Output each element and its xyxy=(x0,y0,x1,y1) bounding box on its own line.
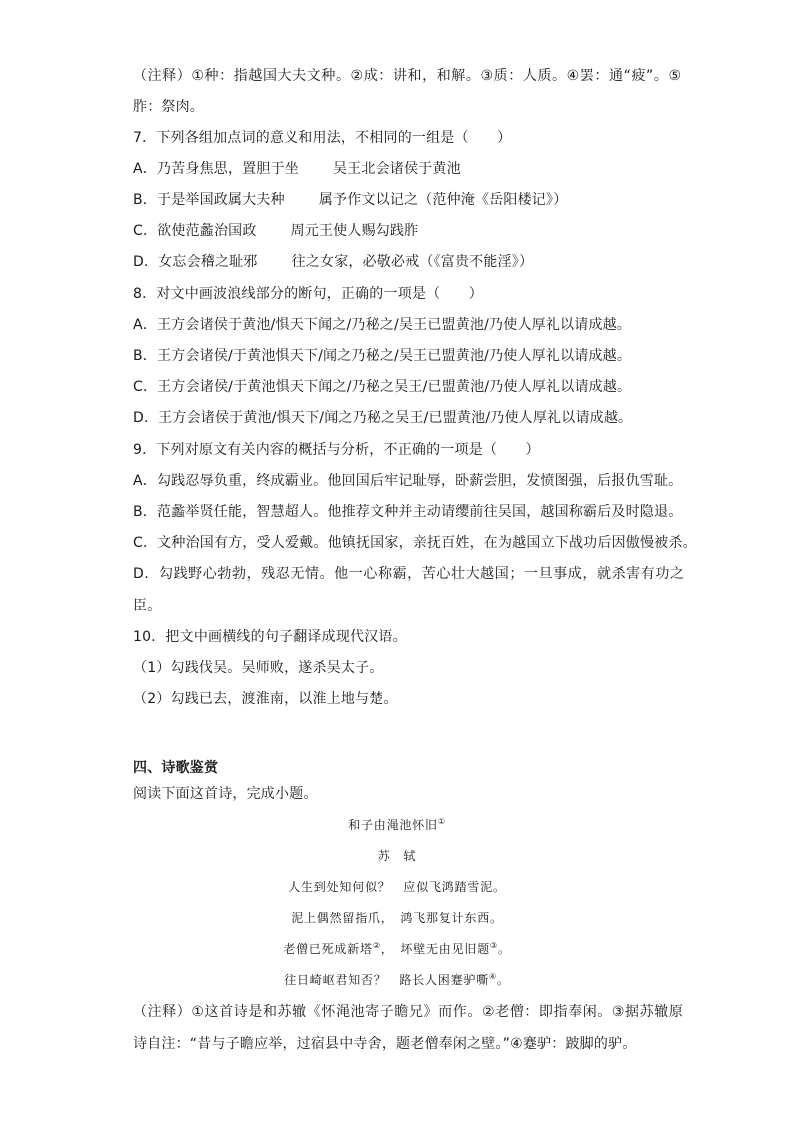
question-9-option-d-line1: D．勾践野心勃勃，残忍无情。他一心称霸，苦心壮大越国；一旦事成，就杀害有功之 xyxy=(133,566,685,582)
question-9-option-d-line2: 臣。 xyxy=(133,598,162,614)
poem-footnote-mark-2: ② xyxy=(372,941,381,950)
question-8-option-c: C．王方会诸侯/于黄池惧天下闻之/乃秘之吴王/已盟黄池/乃使人厚礼以请成越。 xyxy=(133,379,632,395)
question-7-stem: 7．下列各组加点词的意义和用法，不相同的一组是（ ） xyxy=(133,130,512,146)
option-d-right: 往之女家，必敬必戒（《富贵不能淫》） xyxy=(291,254,534,270)
poem-line-3-end: 。 xyxy=(497,942,511,956)
section-heading: 四、诗歌鉴赏 xyxy=(133,760,219,776)
poem-title-footnote-mark: ① xyxy=(437,817,446,826)
option-d-left: D．女忘会稽之耻邪 xyxy=(133,254,258,270)
question-7-option-b xyxy=(133,190,567,210)
question-8-option-a: A．王方会诸侯于黄池/惧天下闻之/乃秘之/吴王已盟黄池/乃使人厚礼以请成越。 xyxy=(133,317,632,333)
poem-title-text: 和子由渑池怀旧 xyxy=(348,818,438,832)
question-10-item-2: （2）勾践已去，渡淮南，以淮上地与楚。 xyxy=(133,691,398,707)
poem-line-4 xyxy=(0,971,794,989)
poem-line-2: 泥上偶然留指爪， 鸿飞那复计东西。 xyxy=(291,911,503,925)
poem-author: 苏 轼 xyxy=(377,849,417,863)
note2-line2: 诗自注：“昔与子瞻应举，过宿县中寺舍，题老僧奉闲之壁。”④蹇驴：跛脚的驴。 xyxy=(133,1036,637,1052)
note2-line1: （注释）①这首诗是和苏辙《怀渑池寄子瞻兄》而作。②老僧：即指奉闲。③据苏辙原 xyxy=(133,1004,684,1020)
question-8-stem: 8．对文中画波浪线部分的断句，正确的一项是（ ） xyxy=(133,286,483,302)
poem-title xyxy=(0,816,794,834)
option-c-left: C．欲使范蠡治国政 xyxy=(133,223,257,239)
poem-line-4-end: 。 xyxy=(496,973,510,987)
poem-footnote-mark-3: ③ xyxy=(490,941,498,950)
option-b-left: B．于是举国政属大夫种 xyxy=(133,192,285,208)
question-7-option-c xyxy=(133,221,418,241)
poem-line-4-text: 往日崎岖君知否？ 路长人困蹇驴嘶 xyxy=(284,973,489,987)
question-9-option-a: A．勾践忍辱负重，终成霸业。他回国后牢记耻辱，卧薪尝胆，发愤图强，后报仇雪耻。 xyxy=(133,473,683,489)
option-b-right: 属予作文以记之（范仲淹《岳阳楼记》） xyxy=(318,192,568,208)
question-10-stem: 10．把文中画横线的句子翻译成现代汉语。 xyxy=(133,629,407,645)
question-9-option-c: C．文种治国有方，受人爱戴。他镇抚国家，亲抚百姓，在为越国立下战功后因傲慢被杀。 xyxy=(133,535,697,551)
option-a-left: A．乃苦身焦思，置胆于坐 xyxy=(133,161,299,177)
question-7-option-d xyxy=(133,252,533,272)
question-8-option-b: B．王方会诸侯/于黄池惧天下/闻之乃秘之/吴王已盟黄池/乃使人厚礼以请成越。 xyxy=(133,348,632,364)
question-10-item-1: （1）勾践伐吴。吴师败，遂杀吴太子。 xyxy=(133,660,384,676)
question-8-option-d: D．王方会诸侯于黄池/惧天下/闻之乃秘之吴王/已盟黄池/乃使人厚礼以请成越。 xyxy=(133,410,633,426)
poem-line-3-part2: ， 坏壁无由见旧题 xyxy=(380,942,490,956)
note1-line1: （注释）①种：指越国大夫文种。②成：讲和，和解。③质：人质。④罢：通“疲”。⑤ xyxy=(133,68,682,84)
section-intro: 阅读下面这首诗，完成小题。 xyxy=(133,786,318,802)
note1-line2: 胙：祭肉。 xyxy=(133,99,204,115)
option-c-right: 周元王使人赐勾践胙 xyxy=(290,223,419,239)
option-a-right: 吴王北会诸侯于黄池 xyxy=(332,161,461,177)
question-9-stem: 9．下列对原文有关内容的概括与分析，不正确的一项是（ ） xyxy=(133,442,540,458)
poem-line-1: 人生到处知何似？ 应似飞鸿踏雪泥。 xyxy=(288,880,506,894)
poem-footnote-mark-4: ④ xyxy=(489,972,497,981)
question-9-option-b: B．范蠡举贤任能，智慧超人。他推荐文种并主动请缨前往吴国，越国称霸后及时隐退。 xyxy=(133,504,683,520)
poem-line-3-part1: 老僧已死成新塔 xyxy=(283,942,373,956)
question-7-option-a xyxy=(133,159,461,179)
poem-line-3 xyxy=(0,940,794,958)
